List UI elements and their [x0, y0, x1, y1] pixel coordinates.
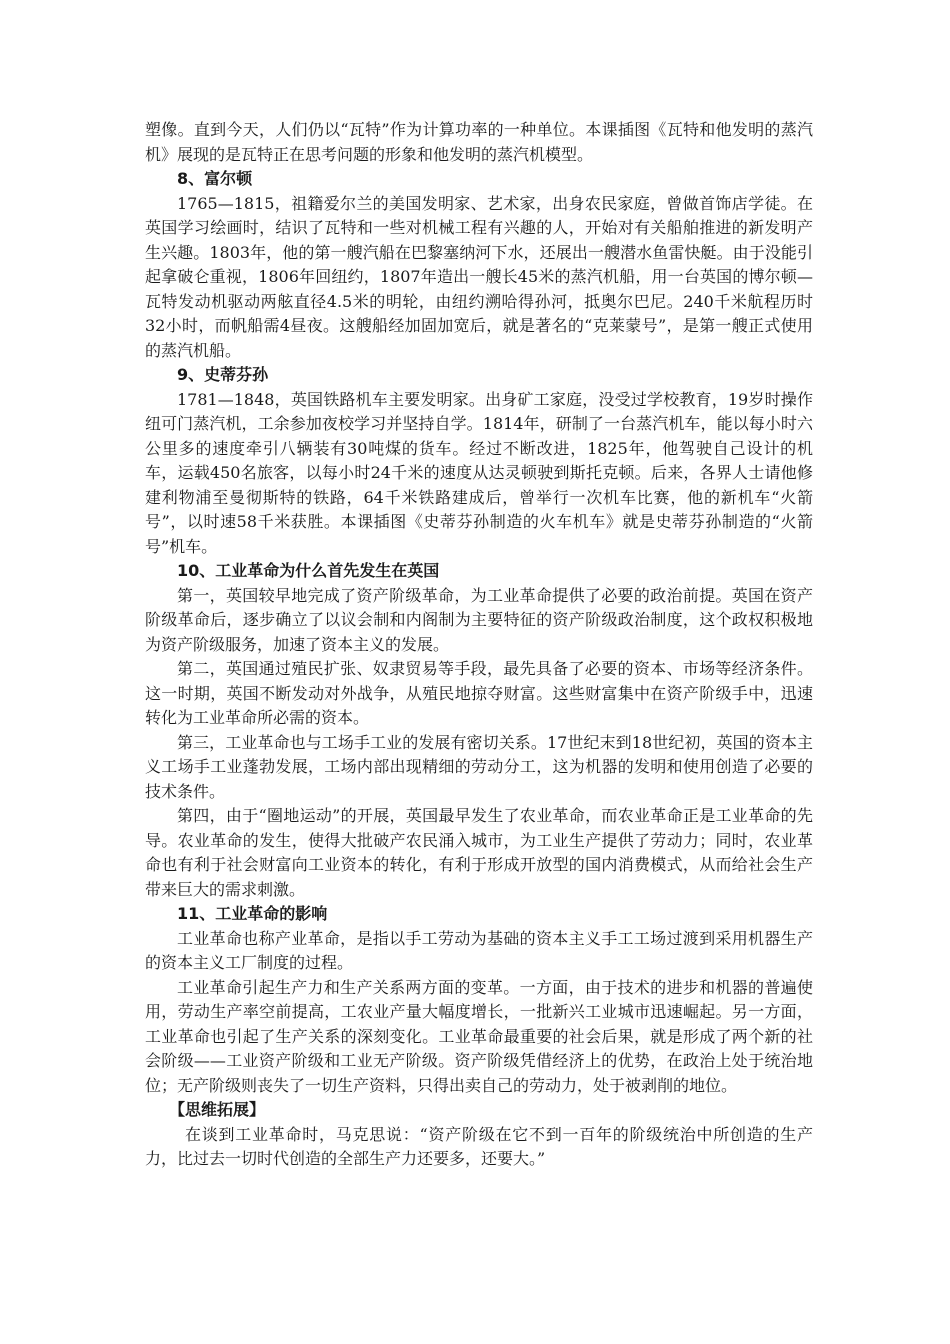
paragraph-reason-2: 第二，英国通过殖民扩张、奴隶贸易等手段，最先具备了必要的资本、市场等经济条件。这一时期，英国不断发动对外战争，从殖民地掠夺财富。这些财富集中在资产阶级手中，迅速转化为工业革命所必需的资本。	[145, 659, 813, 727]
document-page	[145, 118, 813, 1172]
heading-impact: 11、工业革命的影响	[177, 904, 328, 923]
paragraph-impact-1: 工业革命也称产业革命，是指以手工劳动为基础的资本主义手工工场过渡到采用机器生产的资本主义工厂制度的过程。	[145, 928, 813, 972]
paragraph-watt-ending: 塑像。直到今天，人们仍以“瓦特”作为计算功率的一种单位。本课插图《瓦特和他发明的蒸汽机》展现的是瓦特正在思考问题的形象和他发明的蒸汽机模型。	[145, 120, 813, 164]
paragraph-stephenson: 1781—1848，英国铁路机车主要发明家。出身矿工家庭，没受过学校教育，19岁时操作纽可门蒸汽机，工余参加夜校学习并坚持自学。1814年，研制了一台蒸汽机车，能以每小时六公里多的速度牵引八辆装有30吨煤的货车。经过不断改进，1825年，他驾驶自己设计的机车，运载450名旅客，以每小时24千米的速度从达灵顿驶到斯托克顿。后来，各界人士请他修建利物浦至曼彻斯特的铁路，64千米铁路建成后，曾举行一次机车比赛，他的新机车“火箭号”，以时速58千米获胜。本课插图《史蒂芬孙制造的火车机车》就是史蒂芬孙制造的“火箭号”机车。	[145, 389, 813, 556]
paragraph-fulton: 1765—1815，祖籍爱尔兰的美国发明家、艺术家，出身农民家庭，曾做首饰店学徒。在英国学习绘画时，结识了瓦特和一些对机械工程有兴趣的人，开始对有关船舶推进的新发明产生兴趣。1803年，他的第一艘汽船在巴黎塞纳河下水，还展出一艘潜水鱼雷快艇。由于没能引起拿破仑重视，1806年回纽约，1807年造出一艘长45米的蒸汽机船，用一台英国的博尔顿—瓦特发动机驱动两舷直径4.5米的明轮，由纽约溯哈得孙河，抵奥尔巴尼。240千米航程历时32小时，而帆船需4昼夜。这艘船经加固加宽后，就是著名的“克莱蒙号”，是第一艘正式使用的蒸汽机船。	[145, 193, 813, 360]
paragraph-reason-4: 第四，由于“圈地运动”的开展，英国最早发生了农业革命，而农业革命正是工业革命的先导。农业革命的发生，使得大批破产农民涌入城市，为工业生产提供了劳动力；同时，农业革命也有利于社会财富向工业资本的转化，有利于形成开放型的国内消费模式，从而给社会生产带来巨大的需求刺激。	[145, 806, 813, 899]
paragraph-reason-1: 第一，英国较早地完成了资产阶级革命，为工业革命提供了必要的政治前提。英国在资产阶级革命后，逐步确立了以议会制和内阁制为主要特征的资产阶级政治制度，这个政权积极地为资产阶级服务，加速了资本主义的发展。	[145, 585, 813, 654]
heading-why-britain: 10、工业革命为什么首先发生在英国	[177, 561, 440, 580]
heading-stephenson: 9、史蒂芬孙	[177, 365, 269, 384]
paragraph-reason-3: 第三，工业革命也与工场手工业的发展有密切关系。17世纪末到18世纪初，英国的资本主义工场手工业蓬勃发展，工场内部出现精细的劳动分工，这为机器的发明和使用创造了必要的技术条件。	[145, 732, 813, 801]
heading-fulton: 8、富尔顿	[177, 169, 253, 188]
paragraph-marx-quote: 在谈到工业革命时，马克思说：“资产阶级在它不到一百年的阶级统治中所创造的生产力，比过去一切时代创造的全部生产力还要多，还要大。”	[145, 1124, 813, 1168]
heading-thinking-extension: 【思维拓展】	[169, 1100, 266, 1119]
paragraph-impact-2: 工业革命引起生产力和生产关系两方面的变革。一方面，由于技术的进步和机器的普遍使用，劳动生产率空前提高，工农业产量大幅度增长，一批新兴工业城市迅速崛起。另一方面，工业革命也引起了生产关系的深刻变化。工业革命最重要的社会后果，就是形成了两个新的社会阶级——工业资产阶级和工业无产阶级。资产阶级凭借经济上的优势，在政治上处于统治地位；无产阶级则丧失了一切生产资料，只得出卖自己的劳动力，处于被剥削的地位。	[145, 977, 813, 1095]
